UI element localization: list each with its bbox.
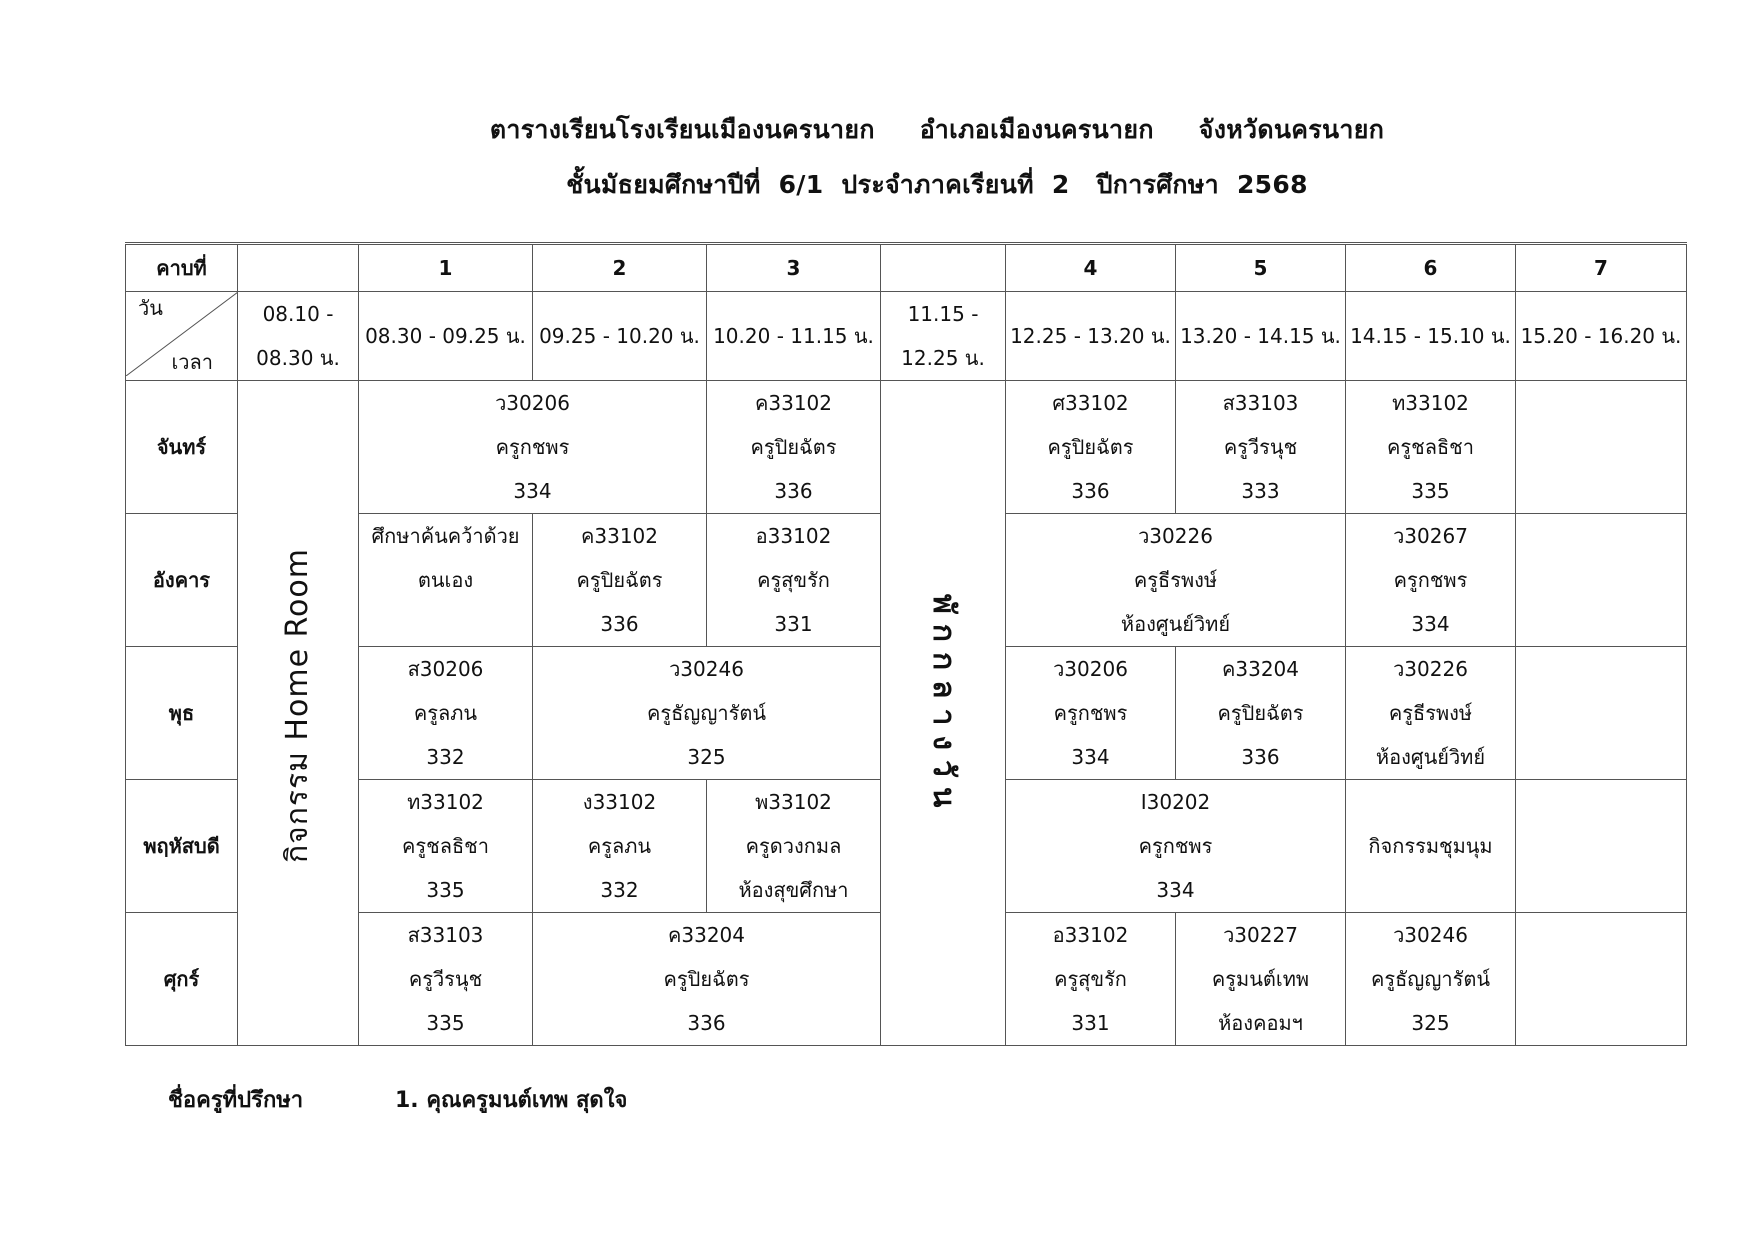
class-cell: ส33103 ครูวีรนุช 335 bbox=[359, 913, 533, 1046]
period-number: 4 bbox=[1006, 244, 1176, 292]
class-cell: กิจกรรมชุมนุม bbox=[1346, 780, 1516, 913]
class-cell: ส33103 ครูวีรนุช 333 bbox=[1176, 381, 1346, 514]
empty-cell bbox=[1516, 514, 1687, 647]
class-cell: อ33102 ครูสุขรัก 331 bbox=[1006, 913, 1176, 1046]
class-cell: ว30267 ครูกชพร 334 bbox=[1346, 514, 1516, 647]
class-cell: ว30206 ครูกชพร 334 bbox=[1006, 647, 1176, 780]
time-label: เวลา bbox=[171, 350, 213, 374]
class-cell: พ33102 ครูดวงกมล ห้องสุขศึกษา bbox=[707, 780, 881, 913]
class-cell: ว30226 ครูธีรพงษ์ ห้องศูนย์วิทย์ bbox=[1006, 514, 1346, 647]
advisor-name: 1. คุณครูมนต์เทพ สุดใจ bbox=[395, 1088, 628, 1113]
class-cell: ว30227 ครูมนต์เทพ ห้องคอมฯ bbox=[1176, 913, 1346, 1046]
day-name: อังคาร bbox=[126, 514, 238, 647]
period-time: 09.25 - 10.20 น. bbox=[533, 292, 707, 381]
period-time: 15.20 - 16.20 น. bbox=[1516, 292, 1687, 381]
timetable bbox=[125, 242, 1687, 1046]
class-cell: ว30246 ครูธัญญารัตน์ 325 bbox=[533, 647, 881, 780]
period-time: 10.20 - 11.15 น. bbox=[707, 292, 881, 381]
period-number: 3 bbox=[707, 244, 881, 292]
lunch-header bbox=[881, 244, 1006, 292]
lunch-column bbox=[881, 381, 1006, 1046]
period-header-row bbox=[126, 244, 1687, 292]
period-label: คาบที่ bbox=[126, 244, 238, 292]
empty-cell bbox=[1516, 780, 1687, 913]
homeroom-header bbox=[238, 244, 359, 292]
class-cell: ค33204 ครูปิยฉัตร 336 bbox=[1176, 647, 1346, 780]
class-cell: I30202 ครูกชพร 334 bbox=[1006, 780, 1346, 913]
class-cell: ส30206 ครูลภน 332 bbox=[359, 647, 533, 780]
period-time: 12.25 - 13.20 น. bbox=[1006, 292, 1176, 381]
period-number: 7 bbox=[1516, 244, 1687, 292]
day-name: จันทร์ bbox=[126, 381, 238, 514]
class-cell: ค33102 ครูปิยฉัตร 336 bbox=[707, 381, 881, 514]
day-label: วัน bbox=[138, 296, 163, 320]
class-cell: ว30206 ครูกชพร 334 bbox=[359, 381, 707, 514]
homeroom-column bbox=[238, 381, 359, 1046]
class-cell: ท33102 ครูชลธิชา 335 bbox=[1346, 381, 1516, 514]
class-cell: ค33102 ครูปิยฉัตร 336 bbox=[533, 514, 707, 647]
period-number: 6 bbox=[1346, 244, 1516, 292]
lunch-label: พักกลางวัน bbox=[926, 593, 961, 818]
period-number: 5 bbox=[1176, 244, 1346, 292]
period-number: 1 bbox=[359, 244, 533, 292]
day-time-corner bbox=[126, 292, 238, 381]
advisor-label: ชื่อครูที่ปรึกษา bbox=[168, 1088, 304, 1113]
homeroom-label: กิจกรรม Home Room bbox=[280, 547, 315, 863]
class-cell: ค33204 ครูปิยฉัตร 336 bbox=[533, 913, 881, 1046]
schedule-title: ตารางเรียนโรงเรียนเมืองนครนายก อำเภอเมืองนครนายก จังหวัดนครนายก bbox=[489, 115, 1385, 144]
class-cell: ศ33102 ครูปิยฉัตร 336 bbox=[1006, 381, 1176, 514]
class-cell: ศึกษาค้นคว้าด้วย ตนเอง bbox=[359, 514, 533, 647]
period-time: 14.15 - 15.10 น. bbox=[1346, 292, 1516, 381]
period-time: 13.20 - 14.15 น. bbox=[1176, 292, 1346, 381]
class-cell: ง33102 ครูลภน 332 bbox=[533, 780, 707, 913]
period-time: 08.30 - 09.25 น. bbox=[359, 292, 533, 381]
period-number: 2 bbox=[533, 244, 707, 292]
class-cell: ว30226 ครูธีรพงษ์ ห้องศูนย์วิทย์ bbox=[1346, 647, 1516, 780]
day-name: ศุกร์ bbox=[126, 913, 238, 1046]
class-cell: ว30246 ครูธัญญารัตน์ 325 bbox=[1346, 913, 1516, 1046]
homeroom-time: 08.10 - 08.30 น. bbox=[238, 292, 359, 381]
empty-cell bbox=[1516, 381, 1687, 514]
empty-cell bbox=[1516, 913, 1687, 1046]
class-cell: อ33102 ครูสุขรัก 331 bbox=[707, 514, 881, 647]
schedule-subtitle: ชั้นมัธยมศึกษาปีที่ 6/1 ประจำภาคเรียนที่ 2 ปีการศึกษา 2568 bbox=[566, 170, 1308, 199]
empty-cell bbox=[1516, 647, 1687, 780]
time-header-row bbox=[126, 292, 1687, 381]
day-row-monday bbox=[126, 381, 1687, 514]
class-cell: ท33102 ครูชลธิชา 335 bbox=[359, 780, 533, 913]
day-name: พฤหัสบดี bbox=[126, 780, 238, 913]
day-name: พุธ bbox=[126, 647, 238, 780]
lunch-time: 11.15 - 12.25 น. bbox=[881, 292, 1006, 381]
